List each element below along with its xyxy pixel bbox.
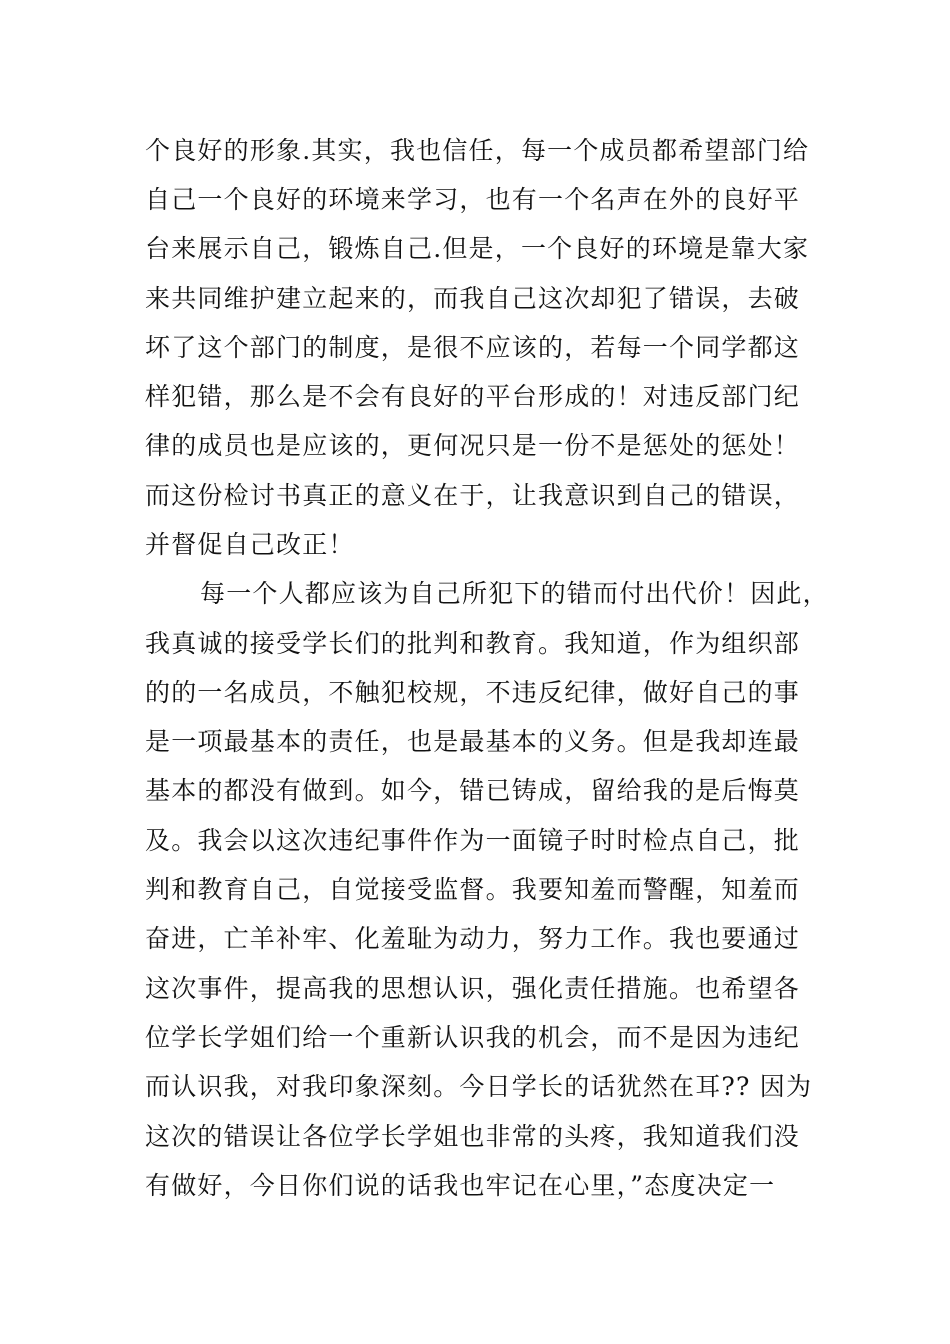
- text-line-16: 判和教育自己，自觉接受监督。我要知羞而警醒，知羞而: [145, 875, 801, 904]
- paragraph-start-line: 每一个人都应该为自己所犯下的错而付出代价！因此，: [200, 579, 829, 608]
- text-line-17: 奋进，亡羊补牢、化羞耻为动力，努力工作。我也要通过: [145, 924, 801, 953]
- text-line-12: 的的一名成员，不触犯校规，不违反纪律，做好自己的事: [145, 678, 801, 707]
- text-line-14: 基本的都没有做到。如今，错已铸成，留给我的是后悔莫: [145, 776, 801, 805]
- text-line-4: 来共同维护建立起来的，而我自己这次却犯了错误，去破: [145, 284, 801, 313]
- text-line-21: 这次的错误让各位学长学姐也非常的头疼，我知道我们没: [145, 1122, 801, 1151]
- text-line-18: 这次事件，提高我的思想认识，强化责任措施。也希望各: [145, 974, 801, 1003]
- text-line-20: 而认识我，对我印象深刻。今日学长的话犹然在耳?? 因为: [145, 1072, 813, 1101]
- text-line-22: 有做好，今日你们说的话我也牢记在心里，”态度决定一: [145, 1171, 776, 1200]
- text-line-3: 台来展示自己，锻炼自己.但是，一个良好的环境是靠大家: [145, 234, 810, 263]
- text-line-6: 样犯错，那么是不会有良好的平台形成的！对违反部门纪: [145, 382, 801, 411]
- text-line-11: 我真诚的接受学长们的批判和教育。我知道，作为组织部: [145, 629, 801, 658]
- text-line-7: 律的成员也是应该的，更何况只是一份不是惩处的惩处！: [145, 431, 801, 460]
- text-line-8: 而这份检讨书真正的意义在于，让我意识到自己的错误，: [145, 481, 801, 510]
- text-line-19: 位学长学姐们给一个重新认识我的机会，而不是因为违纪: [145, 1023, 801, 1052]
- text-line-5: 坏了这个部门的制度，是很不应该的，若每一个同学都这: [145, 333, 801, 362]
- text-line-13: 是一项最基本的责任，也是最基本的义务。但是我却连最: [145, 727, 801, 756]
- text-line-2: 自己一个良好的环境来学习，也有一个名声在外的良好平: [145, 185, 801, 214]
- text-line-1: 个良好的形象.其实，我也信任，每一个成员都希望部门给: [145, 136, 810, 165]
- text-line-15: 及。我会以这次违纪事件作为一面镜子时时检点自己，批: [145, 826, 801, 855]
- text-line-9: 并督促自己改正！: [145, 530, 355, 559]
